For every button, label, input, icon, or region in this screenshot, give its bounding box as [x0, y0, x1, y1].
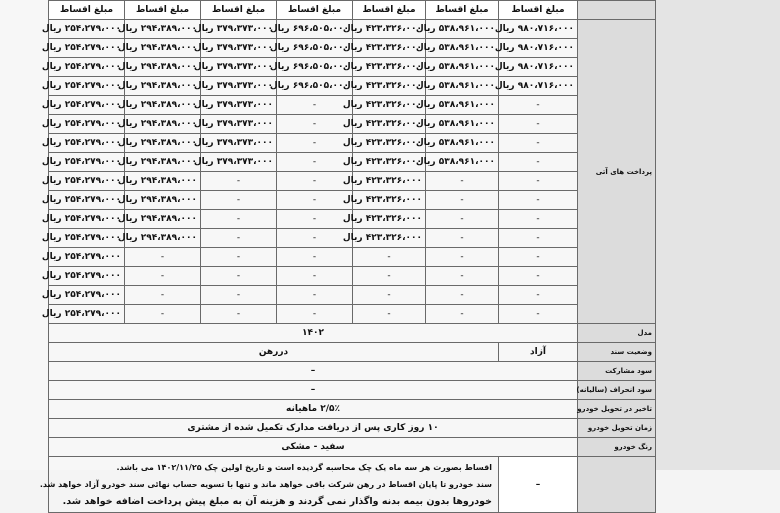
empty-cell: - [125, 305, 201, 324]
detail-row-document_status [49, 343, 656, 362]
installment-amount-cell: ۲۵۴،۲۷۹،۰۰۰ ریال [49, 248, 125, 267]
installment-amount-cell: ۲۹۴،۳۸۹،۰۰۰ ریال [125, 39, 201, 58]
header-label-cell [578, 1, 656, 20]
empty-cell: - [277, 305, 353, 324]
installment-row [49, 153, 656, 172]
empty-cell: - [125, 286, 201, 305]
installment-amount-cell: ۲۵۴،۲۷۹،۰۰۰ ریال [49, 305, 125, 324]
terms-notes [39, 457, 499, 513]
installment-amount-cell: ۴۲۳،۳۲۶،۰۰۰ ریال [353, 20, 426, 39]
empty-cell: - [426, 229, 499, 248]
installment-row [49, 39, 656, 58]
installment-amount-cell: ۴۲۳،۳۲۶،۰۰۰ ریال [353, 58, 426, 77]
installment-amount-cell: ۲۵۴،۲۷۹،۰۰۰ ریال [49, 267, 125, 286]
detail-row-delay_penalty [49, 400, 656, 419]
installment-row [49, 210, 656, 229]
empty-cell: - [353, 267, 426, 286]
installment-amount-cell: ۳۷۹،۳۷۳،۰۰۰ ریال [201, 115, 277, 134]
empty-cell: - [277, 172, 353, 191]
empty-cell: - [201, 286, 277, 305]
delivery-time-value: ۱۰ روز کاری پس از دریافت مدارک تکمیل شده از مشتری [49, 419, 578, 438]
column-header: مبلغ اقساط [277, 1, 353, 20]
empty-cell: - [426, 286, 499, 305]
installment-row [49, 58, 656, 77]
installment-amount-cell: ۲۵۴،۲۷۹،۰۰۰ ریال [49, 77, 125, 96]
empty-cell: - [277, 210, 353, 229]
note-line-1: اقساط بصورت هر سه ماه یک چک محاسبه گردیده است و تاریخ اولین چک ۱۴۰۲/۱۱/۲۵ می باشد. [116, 463, 492, 472]
empty-cell: - [277, 191, 353, 210]
color-label: رنگ خودرو [578, 438, 656, 457]
right-margin-panel [655, 0, 780, 470]
detail-row-color [49, 438, 656, 457]
installment-amount-cell: ۴۲۳،۳۲۶،۰۰۰ ریال [353, 134, 426, 153]
empty-cell: - [201, 267, 277, 286]
installment-amount-cell: ۲۹۴،۳۸۹،۰۰۰ ریال [125, 58, 201, 77]
empty-cell: - [201, 229, 277, 248]
column-header: مبلغ اقساط [49, 1, 125, 20]
installment-amount-cell: ۵۳۸،۹۶۱،۰۰۰ ریال [426, 134, 499, 153]
model-label: مدل [578, 324, 656, 343]
installment-amount-cell: ۲۵۴،۲۷۹،۰۰۰ ریال [49, 153, 125, 172]
note-line-2: سند خودرو تا پایان اقساط در رهن شرکت باقی خواهد ماند و تنها با تسویه حساب نهائی سند خودرو آزاد خواهد شد. [39, 480, 492, 489]
installment-amount-cell: ۴۲۳،۳۲۶،۰۰۰ ریال [353, 191, 426, 210]
installment-amount-cell: ۶۹۶،۵۰۵،۰۰۰ ریال [277, 39, 353, 58]
installment-amount-cell: ۳۷۹،۳۷۳،۰۰۰ ریال [201, 58, 277, 77]
installment-amount-cell: ۲۵۴،۲۷۹،۰۰۰ ریال [49, 191, 125, 210]
installment-row [49, 248, 656, 267]
installment-table-wrapper [39, 0, 655, 507]
installment-amount-cell: ۲۹۴،۳۸۹،۰۰۰ ریال [125, 191, 201, 210]
installment-amount-cell: ۵۳۸،۹۶۱،۰۰۰ ریال [426, 153, 499, 172]
empty-cell: - [353, 286, 426, 305]
installment-amount-cell: ۲۵۴،۲۷۹،۰۰۰ ریال [49, 229, 125, 248]
empty-cell: - [499, 210, 578, 229]
installment-amount-cell: ۵۳۸،۹۶۱،۰۰۰ ریال [426, 58, 499, 77]
delay_penalty-label: تاخیر در تحویل خودرو [578, 400, 656, 419]
installment-amount-cell: ۲۵۴،۲۷۹،۰۰۰ ریال [49, 210, 125, 229]
installment-amount-cell: ۳۷۹،۳۷۳،۰۰۰ ریال [201, 96, 277, 115]
installment-amount-cell: ۲۹۴،۳۸۹،۰۰۰ ریال [125, 172, 201, 191]
document-status-pledged: دررهن [49, 343, 499, 362]
empty-cell: - [277, 286, 353, 305]
installment-amount-cell: ۳۷۹،۳۷۳،۰۰۰ ریال [201, 153, 277, 172]
empty-cell: - [426, 210, 499, 229]
empty-cell: - [277, 115, 353, 134]
installment-row [49, 267, 656, 286]
installment-amount-cell: ۴۲۳،۳۲۶،۰۰۰ ریال [353, 96, 426, 115]
detail-row-model [49, 324, 656, 343]
empty-cell: - [426, 172, 499, 191]
installment-amount-cell: ۲۵۴،۲۷۹،۰۰۰ ریال [49, 172, 125, 191]
empty-cell: - [125, 267, 201, 286]
installment-amount-cell: ۲۹۴،۳۸۹،۰۰۰ ریال [125, 229, 201, 248]
document_status-label: وضعیت سند [578, 343, 656, 362]
notes-row [49, 457, 656, 513]
installment-amount-cell: ۵۳۸،۹۶۱،۰۰۰ ریال [426, 39, 499, 58]
installment-amount-cell: ۹۸۰،۷۱۶،۰۰۰ ریال [499, 39, 578, 58]
empty-cell: - [201, 305, 277, 324]
empty-cell: - [353, 248, 426, 267]
empty-cell: - [499, 286, 578, 305]
empty-cell: - [201, 248, 277, 267]
detail-row-deviation_profit [49, 381, 656, 400]
installment-amount-cell: ۲۵۴،۲۷۹،۰۰۰ ریال [49, 134, 125, 153]
installment-amount-cell: ۲۵۴،۲۷۹،۰۰۰ ریال [49, 20, 125, 39]
installment-row [49, 77, 656, 96]
model-value: ۱۴۰۲ [49, 324, 578, 343]
participation_profit-label: سود مشارکت [578, 362, 656, 381]
installment-amount-cell: ۲۹۴،۳۸۹،۰۰۰ ریال [125, 115, 201, 134]
delivery_time-label: زمان تحویل خودرو [578, 419, 656, 438]
installment-amount-cell: ۳۷۹،۳۷۳،۰۰۰ ریال [201, 39, 277, 58]
installment-row [49, 191, 656, 210]
installment-row [49, 286, 656, 305]
empty-cell: - [499, 134, 578, 153]
installment-amount-cell: ۲۵۴،۲۷۹،۰۰۰ ریال [49, 115, 125, 134]
column-header: مبلغ اقساط [201, 1, 277, 20]
column-header: مبلغ اقساط [353, 1, 426, 20]
empty-cell: - [277, 153, 353, 172]
installment-table [39, 0, 656, 513]
installment-amount-cell: ۲۹۴،۳۸۹،۰۰۰ ریال [125, 153, 201, 172]
empty-cell: - [277, 267, 353, 286]
installment-amount-cell: ۴۲۳،۳۲۶،۰۰۰ ریال [353, 115, 426, 134]
empty-cell: - [201, 172, 277, 191]
future-payments-label: پرداخت های آتی [578, 20, 656, 324]
installment-row [49, 134, 656, 153]
empty-cell: - [499, 248, 578, 267]
participation-profit-value: – [49, 362, 578, 381]
installment-amount-cell: ۶۹۶،۵۰۵،۰۰۰ ریال [277, 20, 353, 39]
empty-cell: - [426, 248, 499, 267]
installment-amount-cell: ۲۹۴،۳۸۹،۰۰۰ ریال [125, 77, 201, 96]
empty-cell: - [125, 248, 201, 267]
empty-cell: - [277, 134, 353, 153]
empty-cell: - [353, 305, 426, 324]
empty-cell: - [499, 267, 578, 286]
installment-row [49, 172, 656, 191]
installment-amount-cell: ۴۲۳،۳۲۶،۰۰۰ ریال [353, 210, 426, 229]
installment-row [49, 20, 656, 39]
installment-amount-cell: ۵۳۸،۹۶۱،۰۰۰ ریال [426, 115, 499, 134]
empty-cell: - [277, 96, 353, 115]
car-color-value: سفید - مشکی [49, 438, 578, 457]
installment-amount-cell: ۲۵۴،۲۷۹،۰۰۰ ریال [49, 286, 125, 305]
installment-amount-cell: ۹۸۰،۷۱۶،۰۰۰ ریال [499, 58, 578, 77]
installment-amount-cell: ۴۲۳،۳۲۶،۰۰۰ ریال [353, 153, 426, 172]
empty-cell: - [499, 172, 578, 191]
installment-amount-cell: ۴۲۳،۳۲۶،۰۰۰ ریال [353, 77, 426, 96]
installment-amount-cell: ۶۹۶،۵۰۵،۰۰۰ ریال [277, 58, 353, 77]
empty-cell: - [201, 210, 277, 229]
installment-amount-cell: ۲۹۴،۳۸۹،۰۰۰ ریال [125, 134, 201, 153]
installment-amount-cell: ۲۹۴،۳۸۹،۰۰۰ ریال [125, 210, 201, 229]
column-header: مبلغ اقساط [125, 1, 201, 20]
installment-row [49, 115, 656, 134]
installment-amount-cell: ۲۹۴،۳۸۹،۰۰۰ ریال [125, 96, 201, 115]
installment-amount-cell: ۲۵۴،۲۷۹،۰۰۰ ریال [49, 39, 125, 58]
installment-amount-cell: ۲۹۴،۳۸۹،۰۰۰ ریال [125, 20, 201, 39]
empty-cell: - [277, 248, 353, 267]
column-header: مبلغ اقساط [426, 1, 499, 20]
detail-row-delivery_time [49, 419, 656, 438]
empty-cell: - [499, 115, 578, 134]
installment-amount-cell: ۹۸۰،۷۱۶،۰۰۰ ریال [499, 77, 578, 96]
empty-cell: - [499, 153, 578, 172]
installment-amount-cell: ۳۷۹،۳۷۳،۰۰۰ ریال [201, 134, 277, 153]
installment-amount-cell: ۳۷۹،۳۷۳،۰۰۰ ریال [201, 77, 277, 96]
document-status-free: آزاد [499, 343, 578, 362]
installment-amount-cell: ۶۹۶،۵۰۵،۰۰۰ ریال [277, 77, 353, 96]
header-row [49, 1, 656, 20]
installment-amount-cell: ۵۳۸،۹۶۱،۰۰۰ ریال [426, 20, 499, 39]
detail-row-participation_profit [49, 362, 656, 381]
installment-row [49, 305, 656, 324]
empty-cell: - [499, 191, 578, 210]
empty-cell: - [426, 267, 499, 286]
installment-amount-cell: ۵۳۸،۹۶۱،۰۰۰ ریال [426, 77, 499, 96]
empty-cell: - [201, 191, 277, 210]
installment-amount-cell: ۲۵۴،۲۷۹،۰۰۰ ریال [49, 58, 125, 77]
notes-label-cell [578, 457, 656, 513]
deviation-profit-value: – [49, 381, 578, 400]
installment-row [49, 229, 656, 248]
empty-cell: - [499, 305, 578, 324]
installment-amount-cell: ۳۷۹،۳۷۳،۰۰۰ ریال [201, 20, 277, 39]
empty-cell: - [426, 191, 499, 210]
column-header: مبلغ اقساط [499, 1, 578, 20]
installment-amount-cell: ۵۳۸،۹۶۱،۰۰۰ ریال [426, 96, 499, 115]
installment-amount-cell: ۲۵۴،۲۷۹،۰۰۰ ریال [49, 96, 125, 115]
note-line-3: خودروها بدون بیمه بدنه واگذار نمی گردند و هزینه آن به مبلغ پیش پرداخت اضافه خواهد شد. [62, 496, 492, 507]
delay-penalty-value: ۲/۵٪ ماهیانه [49, 400, 578, 419]
installment-amount-cell: ۴۲۳،۳۲۶،۰۰۰ ریال [353, 229, 426, 248]
empty-cell: - [426, 305, 499, 324]
empty-cell: - [499, 229, 578, 248]
installment-row [49, 96, 656, 115]
installment-amount-cell: ۴۲۳،۳۲۶،۰۰۰ ریال [353, 39, 426, 58]
installment-amount-cell: ۴۲۳،۳۲۶،۰۰۰ ریال [353, 172, 426, 191]
deviation_profit-label: سود انحراف (سالیانه) [578, 381, 656, 400]
installment-amount-cell: ۹۸۰،۷۱۶،۰۰۰ ریال [499, 20, 578, 39]
empty-cell: - [499, 96, 578, 115]
notes-lead-value: – [499, 457, 578, 513]
empty-cell: - [277, 229, 353, 248]
